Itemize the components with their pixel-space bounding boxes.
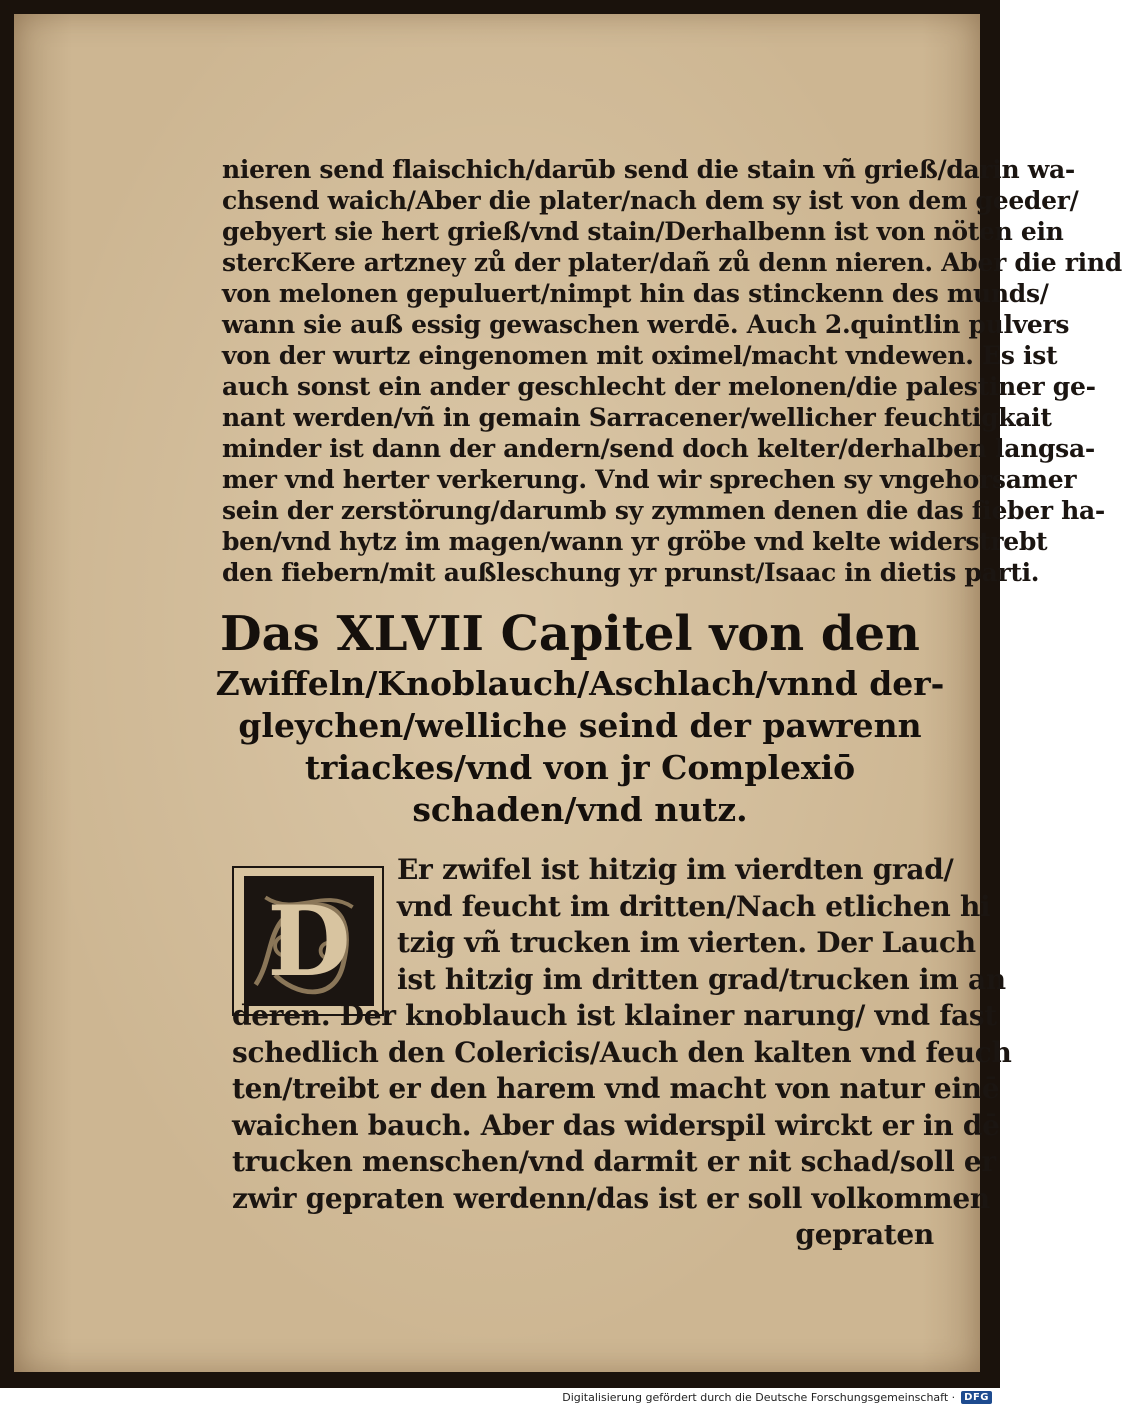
chapter-title: Das XLVII Capitel von den xyxy=(220,606,920,662)
text-line: von der wurtz eingenomen mit oximel/macht vndewen. Es ist xyxy=(222,341,1058,370)
text-line: vnd feucht im dritten/Nach etlichen hi xyxy=(397,889,991,923)
text-line: wann sie auß essig gewaschen werdē. Auch 2.quintlin pulvers xyxy=(222,310,1070,339)
funding-note: Digitalisierung gefördert durch die Deutsche Forschungsgemeinschaft · xyxy=(562,1390,956,1404)
text-line: Er zwifel ist hitzig im vierdten grad/ xyxy=(397,853,954,886)
chapter-heading xyxy=(200,605,960,831)
text-line: ben/vnd hytz im magen/wann yr gröbe vnd kelte widerstrebt xyxy=(222,527,1048,556)
text-line: schedlich den Colericis/Auch den kalten vnd feuch xyxy=(232,1035,1012,1069)
text-line: deren. Der knoblauch ist klainer narung/ vnd fast xyxy=(232,999,997,1032)
initial-letter: D xyxy=(267,884,351,998)
text-line: nant werden/vñ in gemain Sarracener/wellicher feuchtigkait xyxy=(222,403,1052,432)
text-line: zwir gepraten werdenn/das ist er soll volkommen xyxy=(232,1181,990,1215)
text-line: stercKere artzney zů der plater/dañ zů denn nieren. Aber die rind xyxy=(222,248,1122,277)
catchword: gepraten xyxy=(795,1218,934,1251)
chapter-subtitle-line: Zwiffeln/Knoblauch/Aschlach/vnnd der- xyxy=(215,664,945,703)
text-line: auch sonst ein ander geschlecht der melonen/die palestiner ge- xyxy=(222,372,1096,401)
text-line: von melonen gepuluert/nimpt hin das stinckenn des munds/ xyxy=(222,279,1049,308)
dfg-logo-icon: DFG xyxy=(961,1391,992,1404)
footer xyxy=(562,1389,992,1405)
text-line: sein der zerstörung/darumb sy zymmen denen die das fieber ha- xyxy=(222,496,1105,525)
text-line: trucken menschen/vnd darmit er nit schad/soll er xyxy=(232,1145,996,1178)
section-text xyxy=(232,852,1012,1254)
text-line: ten/treibt er den harem vnd macht von natur einē xyxy=(232,1072,1000,1105)
body-text xyxy=(222,154,1122,588)
text-line: waichen bauch. Aber das widerspil wirckt er in dē xyxy=(232,1108,1000,1142)
chapter-subtitle-line: gleychen/welliche seind der pawrenn xyxy=(238,706,922,745)
chapter-subtitle-line: schaden/vnd nutz. xyxy=(412,790,748,829)
text-line: nieren send flaischich/darūb send die stain vñ grieß/darin wa- xyxy=(222,155,1075,184)
text-line: mer vnd herter verkerung. Vnd wir sprechen sy vngehorsamer xyxy=(222,465,1077,494)
text-line: gebyert sie hert grieß/vnd stain/Derhalbenn ist von nöten ein xyxy=(222,217,1064,246)
text-line: den fiebern/mit außleschung yr prunst/Isaac in dietis parti. xyxy=(222,558,1040,587)
text-line: minder ist dann der andern/send doch kelter/derhalben langsa- xyxy=(222,434,1095,463)
text-line: chsend waich/Aber die plater/nach dem sy ist von dem geeder/ xyxy=(222,186,1079,215)
chapter-subtitle-line: triackes/vnd von jr Complexiō xyxy=(304,748,856,787)
text-line: tzig vñ trucken im vierten. Der Lauch xyxy=(397,926,976,959)
text-line: ist hitzig im dritten grad/trucken im an xyxy=(397,962,1006,996)
